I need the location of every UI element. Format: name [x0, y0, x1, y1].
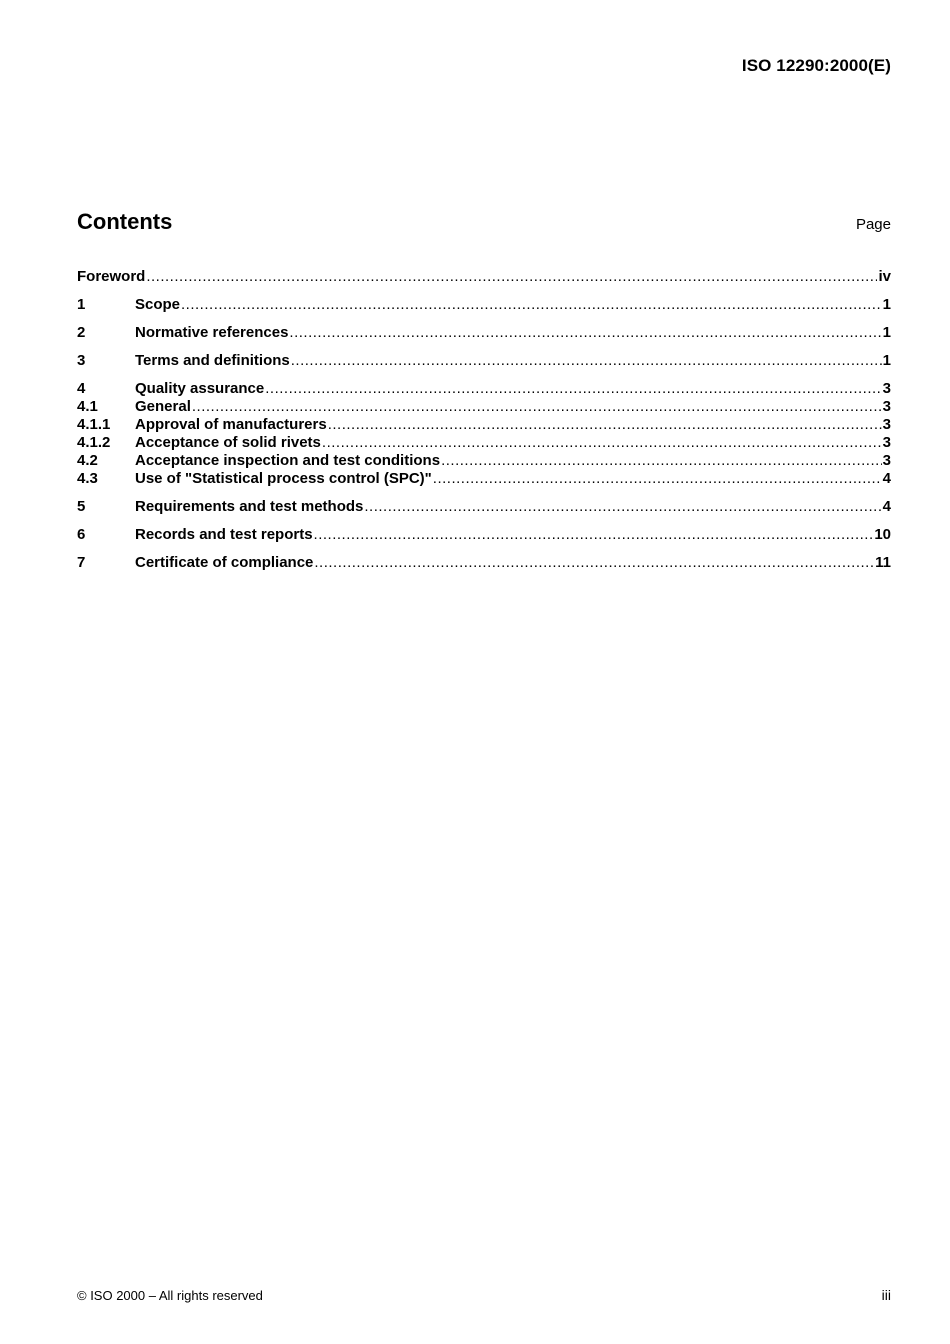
toc-entry-title: Use of "Statistical process control (SPC)" [135, 470, 432, 487]
toc-dot-leader [441, 452, 882, 470]
toc-dot-leader [322, 434, 882, 452]
toc-entry-number: 3 [77, 352, 86, 369]
toc-entry-page: 3 [882, 434, 891, 451]
toc-dot-leader [364, 498, 881, 516]
toc-entry[interactable] [77, 526, 891, 544]
toc-entry-title: Approval of manufacturers [135, 416, 327, 433]
toc-entry-number: 4.1.2 [77, 434, 111, 451]
toc-entry-title: Foreword [77, 268, 146, 285]
footer-page-number: iii [881, 1287, 891, 1303]
toc-entry-title: Records and test reports [135, 526, 313, 543]
toc-entry[interactable] [77, 434, 891, 452]
toc-entry-title: Normative references [135, 324, 289, 341]
toc-dot-leader [192, 398, 882, 416]
toc-entry[interactable] [77, 296, 891, 314]
toc-dot-leader [291, 352, 882, 370]
toc-entry[interactable] [77, 470, 891, 488]
toc-entry-number: 5 [77, 498, 86, 515]
document-id: ISO 12290:2000(E) [741, 56, 891, 75]
toc-entry-number: 1 [77, 296, 86, 313]
toc-entry[interactable] [77, 398, 891, 416]
toc-entry-page: 10 [874, 526, 891, 543]
toc-entry[interactable] [77, 416, 891, 434]
toc-entry-number: 4 [77, 380, 86, 397]
toc-entry-number: 7 [77, 554, 86, 571]
toc-entry[interactable] [77, 268, 891, 286]
toc-entry-number: 4.1 [77, 398, 98, 415]
toc-dot-leader [289, 324, 881, 342]
toc-dot-leader [433, 470, 882, 488]
toc-entry-title: General [135, 398, 191, 415]
toc-entry-page: 1 [882, 324, 891, 341]
toc-entry-title: Certificate of compliance [135, 554, 314, 571]
toc-entry[interactable] [77, 554, 891, 572]
toc-entry-page: 4 [882, 498, 891, 515]
toc-entry-number: 4.3 [77, 470, 98, 487]
contents-heading: Contents [77, 209, 173, 234]
toc-entry-title: Terms and definitions [135, 352, 290, 369]
toc-entry-page: 3 [882, 398, 891, 415]
toc-entry-title: Scope [135, 296, 181, 313]
page-column-label: Page [855, 216, 891, 233]
toc-entry-page: 3 [882, 416, 891, 433]
toc-entry[interactable] [77, 452, 891, 470]
toc-entry[interactable] [77, 498, 891, 516]
toc-dot-leader [265, 380, 881, 398]
toc-dot-leader [328, 416, 882, 434]
table-of-contents [77, 268, 891, 572]
toc-entry-number: 6 [77, 526, 86, 543]
toc-entry[interactable] [77, 324, 891, 342]
toc-entry-page: 4 [882, 470, 891, 487]
toc-entry-page: 3 [882, 380, 891, 397]
toc-entry-number: 2 [77, 324, 86, 341]
toc-entry-title: Requirements and test methods [135, 498, 364, 515]
toc-dot-leader [181, 296, 882, 314]
toc-entry-number: 4.1.1 [77, 416, 111, 433]
toc-entry-title: Quality assurance [135, 380, 265, 397]
toc-entry-title: Acceptance inspection and test conditions [135, 452, 441, 469]
toc-entry-number: 4.2 [77, 452, 98, 469]
toc-entry-page: 1 [882, 352, 891, 369]
toc-entry-page: iv [878, 268, 891, 285]
toc-entry[interactable] [77, 380, 891, 398]
toc-dot-leader [146, 268, 877, 286]
toc-entry[interactable] [77, 352, 891, 370]
footer-copyright: © ISO 2000 – All rights reserved [77, 1288, 263, 1303]
toc-dot-leader [314, 526, 874, 544]
toc-dot-leader [314, 554, 874, 572]
toc-entry-page: 3 [882, 452, 891, 469]
toc-entry-page: 11 [875, 554, 891, 571]
toc-entry-title: Acceptance of solid rivets [135, 434, 321, 451]
toc-entry-page: 1 [882, 296, 891, 313]
